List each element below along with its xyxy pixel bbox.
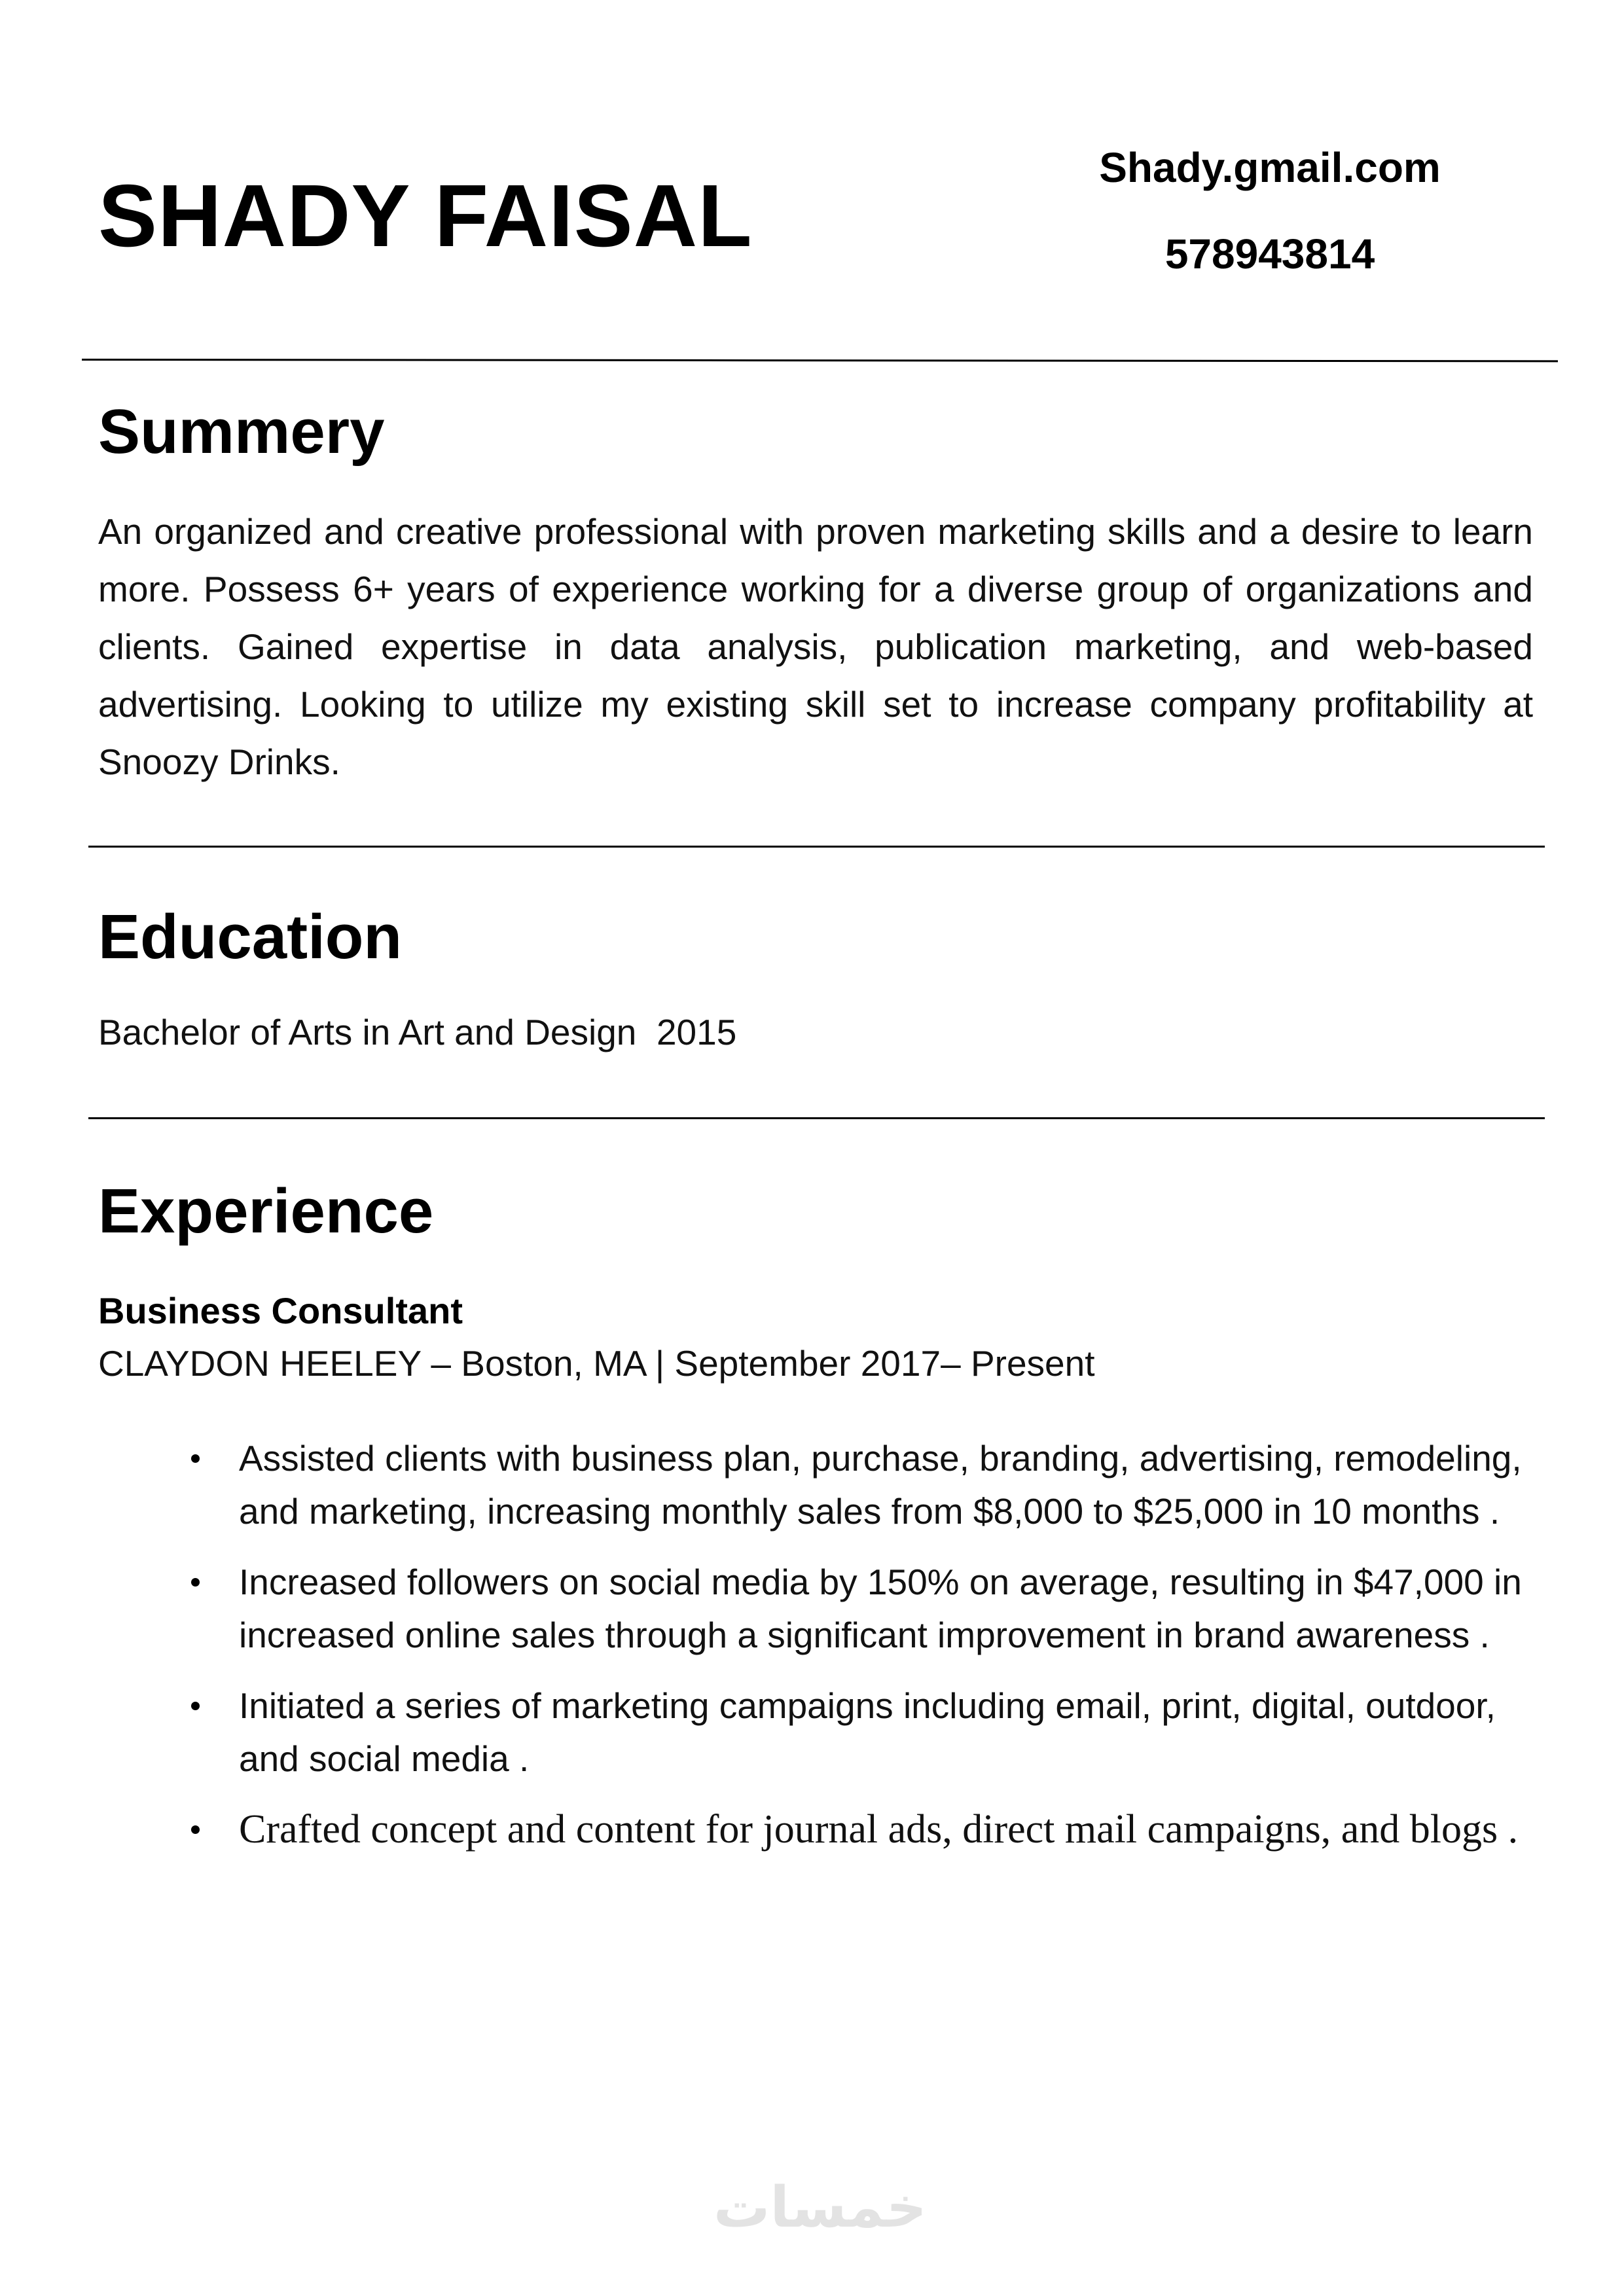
experience-bullet: [0, 1556, 1522, 1662]
candidate-name: SHADY FAISAL: [98, 166, 753, 265]
experience-bullet-list: [0, 1432, 1624, 1874]
summary-divider: [88, 846, 1545, 848]
header-divider: [82, 359, 1558, 362]
contact-email: Shady.gmail.com: [1099, 144, 1441, 191]
bullet-dot-icon: [191, 1578, 200, 1587]
education-divider: [88, 1117, 1545, 1119]
education-entry: Bachelor of Arts in Art and Design 2015: [98, 1012, 737, 1052]
experience-bullet-text: Crafted concept and content for journal ads, direct mail campaigns, and blogs .: [239, 1807, 1519, 1852]
job-title: Business Consultant: [98, 1290, 463, 1331]
bullet-dot-icon: [191, 1825, 200, 1834]
experience-heading: Experience: [98, 1176, 434, 1246]
experience-bullet: [0, 1679, 1522, 1785]
job-employer-details: CLAYDON HEELEY – Boston, MA | September 2017– Present: [98, 1343, 1095, 1384]
experience-bullet-text: Initiated a series of marketing campaigns including email, print, digital, outdoor, and social media .: [239, 1685, 1496, 1779]
experience-bullet: [0, 1803, 1522, 1856]
contact-phone: 578943814: [1164, 230, 1375, 278]
bullet-dot-icon: [191, 1454, 200, 1463]
watermark-logo: خمسات: [713, 2175, 927, 2240]
education-heading: Education: [98, 902, 403, 972]
summary-text: An organized and creative professional with proven marketing skills and a desire to learn more. Possess 6+ years of experience working for a diverse group of organizations and clients. Gained expertise in data analysis, publication marketing, and web-based advertising. Looking to utilize my existing skill set to increase company profitability at Snoozy Drinks.: [98, 511, 1533, 782]
experience-bullet-text: Assisted clients with business plan, purchase, branding, advertising, remodeling, and marketing, increasing monthly sales from $8,000 to $25,000 in 10 months .: [239, 1438, 1522, 1532]
experience-bullet: [0, 1432, 1522, 1538]
bullet-dot-icon: [191, 1702, 200, 1710]
experience-bullet-text: Increased followers on social media by 150% on average, resulting in $47,000 in increased online sales through a significant improvement in brand awareness .: [239, 1562, 1522, 1655]
summary-heading: Summery: [98, 397, 385, 467]
